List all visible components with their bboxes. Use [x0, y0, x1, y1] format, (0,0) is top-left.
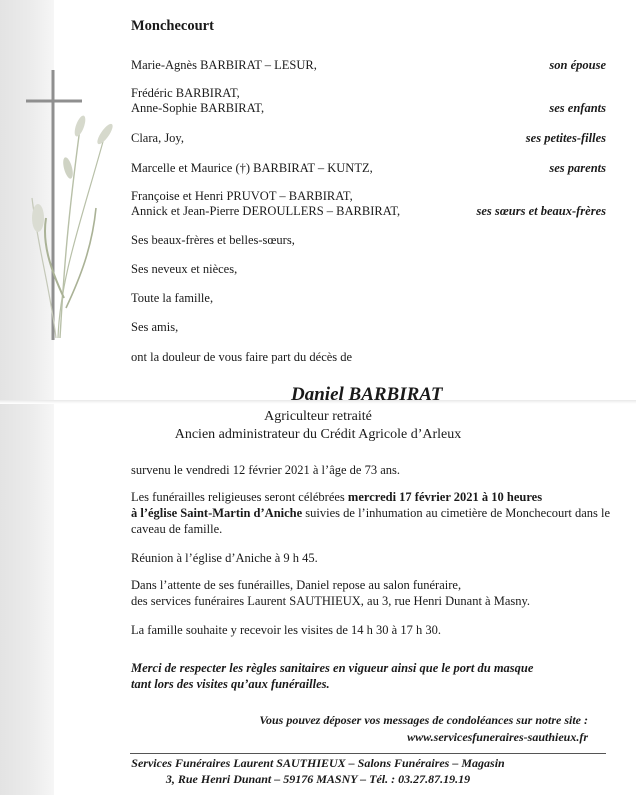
rest-line-2: des services funéraires Laurent SAUTHIEUX, au 3, rue Henri Dunant à Masny.: [131, 594, 531, 608]
funeral-burial: suivies de l’inhumation au cimetière de Monchecourt dans le caveau de famille.: [131, 506, 611, 536]
sanitary-line-2: tant lors des visites qu’aux funérailles.: [131, 677, 330, 691]
relation-spouse: son épouse: [549, 58, 606, 72]
relation-parents: ses parents: [549, 161, 606, 175]
funeral-location: à l’église Saint-Martin d’Aniche: [131, 506, 303, 520]
relation-siblings: ses sœurs et beaux-frères: [476, 204, 606, 218]
family-member-spouse: Marie-Agnès BARBIRAT – LESUR,: [131, 58, 317, 72]
deceased-title-1: Agriculteur retraité: [264, 409, 372, 424]
sanitary-line-1: Merci de respecter les règles sanitaires en vigueur ainsi que le port du masque: [131, 661, 534, 675]
relation-children: ses enfants: [549, 101, 606, 115]
cross-wheat-icon: [20, 68, 120, 348]
family-member-sibling-2: Annick et Jean-Pierre DEROULLERS – BARBIRAT,: [131, 204, 401, 218]
announcement-text: ont la douleur de vous faire part du décès de: [131, 350, 353, 364]
deceased-title-2: Ancien administrateur du Crédit Agricole d’Arleux: [174, 427, 462, 442]
meeting-text: Réunion à l’église d’Aniche à 9 h 45.: [131, 551, 318, 565]
footer-line-1: Services Funéraires Laurent SAUTHIEUX – Salons Funéraires – Magasin: [131, 756, 505, 770]
family-member-child-2: Anne-Sophie BARBIRAT,: [131, 101, 265, 115]
footer-divider: [130, 753, 606, 754]
other-relatives-3: Toute la famille,: [131, 291, 214, 305]
footer: [0, 755, 636, 787]
family-member-granddaughters: Clara, Joy,: [131, 131, 184, 145]
rest-line-1: Dans l’attente de ses funérailles, Daniel repose au salon funéraire,: [131, 578, 462, 592]
condolences-line-1: Vous pouvez déposer vos messages de condoléances sur notre site :: [259, 713, 588, 727]
funeral-paragraph: [131, 489, 611, 537]
other-relatives-4: Ses amis,: [131, 320, 179, 334]
family-member-sibling-1: Françoise et Henri PRUVOT – BARBIRAT,: [131, 189, 353, 203]
family-member-parents: Marcelle et Maurice (†) BARBIRAT – KUNTZ,: [131, 161, 373, 175]
other-relatives-1: Ses beaux-frères et belles-sœurs,: [131, 233, 295, 247]
family-member-child-1: Frédéric BARBIRAT,: [131, 86, 240, 100]
condolences-message: [259, 712, 588, 746]
relation-granddaughters: ses petites-filles: [525, 131, 606, 145]
funeral-datetime: mercredi 17 février 2021 à 10 heures: [347, 490, 543, 504]
footer-line-2: 3, Rue Henri Dunant – 59176 MASNY – Tél. : 03.27.87.19.19: [165, 772, 471, 786]
condolences-website-link[interactable]: www.servicesfuneraires-sauthieux.fr: [407, 730, 588, 744]
death-date-text: survenu le vendredi 12 février 2021 à l’âge de 73 ans.: [131, 463, 401, 477]
deceased-name: Daniel BARBIRAT: [291, 384, 443, 405]
visits-text: La famille souhaite y recevoir les visites de 14 h 30 à 17 h 30.: [131, 623, 441, 637]
funeral-intro: Les funérailles religieuses seront célébrées: [131, 490, 348, 504]
village-name: Monchecourt: [131, 18, 214, 34]
other-relatives-2: Ses neveux et nièces,: [131, 262, 238, 276]
